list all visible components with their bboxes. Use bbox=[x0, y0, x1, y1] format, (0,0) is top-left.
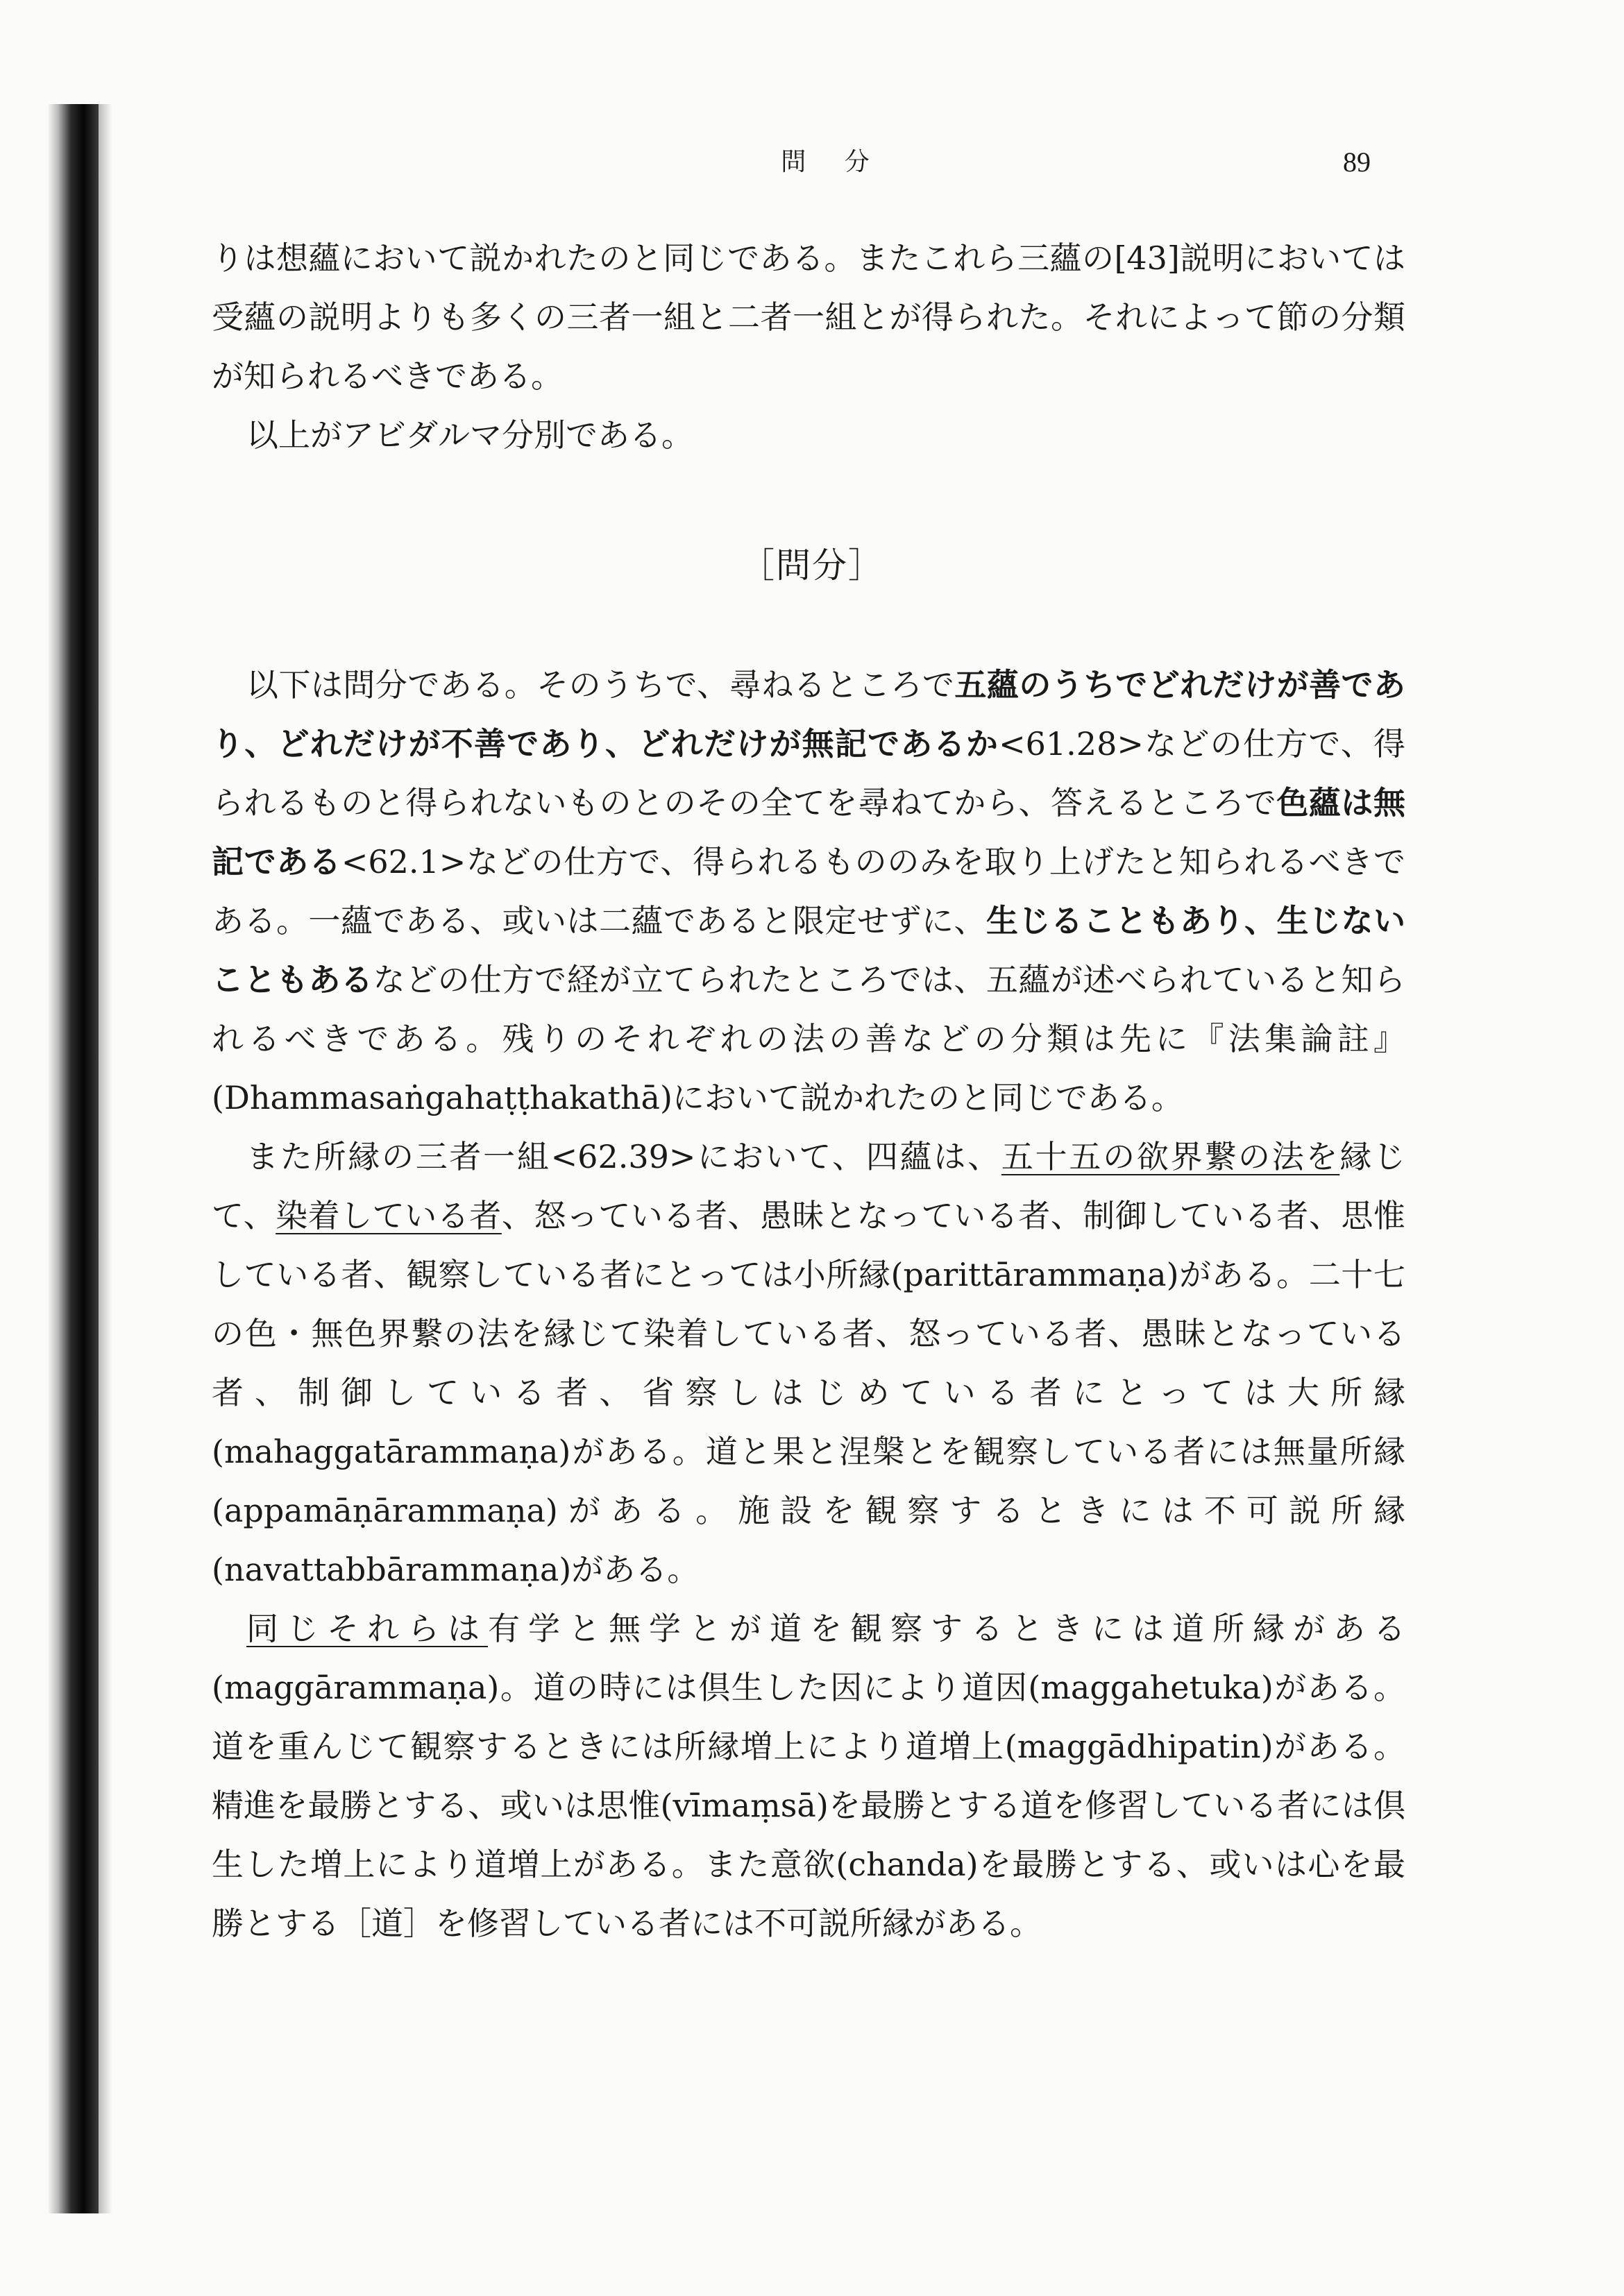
text-span: <62.1>などの仕方で、得られるもののみを取り上げたと知られるべきである。一蘊である、或いは二蘊であると限定せずに、 bbox=[212, 843, 1406, 939]
intro-paragraph: りは想蘊において説かれたのと同じである。またこれら三蘊の[43]説明においては受蘊の説明よりも多くの三者一組と二者一組とが得られた。それによって節の分類が知られるべきである。 bbox=[212, 239, 1405, 395]
bold-answer: 色蘊は無記である bbox=[212, 784, 1406, 881]
section-heading: ［問分］ bbox=[740, 545, 884, 586]
object-triad-paragraph bbox=[212, 1128, 1405, 1599]
path-object-paragraph bbox=[212, 1599, 1405, 1953]
text-span: 以下は問分である。そのうちで、尋ねるところで bbox=[246, 666, 955, 704]
underlined-phrase: 染着している者 bbox=[276, 1197, 502, 1234]
abhidhamma-closing-paragraph: 以上がアビダルマ分別である。 bbox=[246, 416, 693, 454]
scan-binding-edge bbox=[49, 104, 99, 2213]
text-span: <61.28>などの仕方で、得られるものと得られないものとのその全てを尋ねてから、答えるところで bbox=[212, 725, 1405, 822]
text-span: 、怒っている者、愚昧となっている者、制御している者、思惟している者、観察している者にとっては小所縁(parittārammaṇa)がある。二十七の色・無色界繋の法を縁じて染着している者、怒っている者、愚昧となっている者、制御している者、省察しはじめている者にとっては大所縁(mahaggatārammaṇa)がある。道と果と涅槃とを観察している者には無量所縁(appamāṇārammaṇa)がある。施設を観察するときには不可説所縁(navattabbārammaṇa)がある。 bbox=[212, 1197, 1406, 1588]
running-title: 問 分 bbox=[781, 148, 885, 176]
text-span: 縁じて、 bbox=[212, 1138, 1406, 1234]
bold-question: 五蘊のうちでどれだけが善であり、どれだけが不善であり、どれだけが無記であるか bbox=[212, 666, 1405, 763]
main-text-block bbox=[212, 656, 1405, 1953]
text-span: 有学と無学とが道を観察するときには道所縁がある(maggārammaṇa)。道の時には倶生した因により道因(maggahetuka)がある。道を重んじて観察するときには所縁増上により道増上(maggādhipatin)がある。精進を最勝とする、或いは思惟(vīmaṃsā)を最勝とする道を修習している者には倶生した増上により道増上がある。また意欲(chanda)を最勝とする、或いは心を最勝とする［道］を修習している者には不可説所縁がある。 bbox=[212, 1610, 1405, 1942]
question-section-paragraph bbox=[212, 656, 1405, 1128]
underlined-phrase: 同じそれらは bbox=[246, 1610, 488, 1647]
intro-block bbox=[212, 229, 1405, 465]
underlined-phrase: 五十五の欲界繋の法を bbox=[1001, 1138, 1340, 1175]
bold-sutta-phrase: 生じることもあり、生じないこともある bbox=[212, 902, 1405, 998]
text-span: などの仕方で経が立てられたところでは、五蘊が述べられていると知られるべきである。残りのそれぞれの法の善などの分類は先に『法集論註』(Dhammasaṅgahaṭṭhakathā)において説かれたのと同じである。 bbox=[212, 961, 1406, 1116]
text-span: また所縁の三者一組<62.39>において、四蘊は、 bbox=[246, 1138, 1001, 1175]
scan-binding-shadow bbox=[99, 104, 112, 2213]
page-number: 89 bbox=[1343, 146, 1371, 178]
